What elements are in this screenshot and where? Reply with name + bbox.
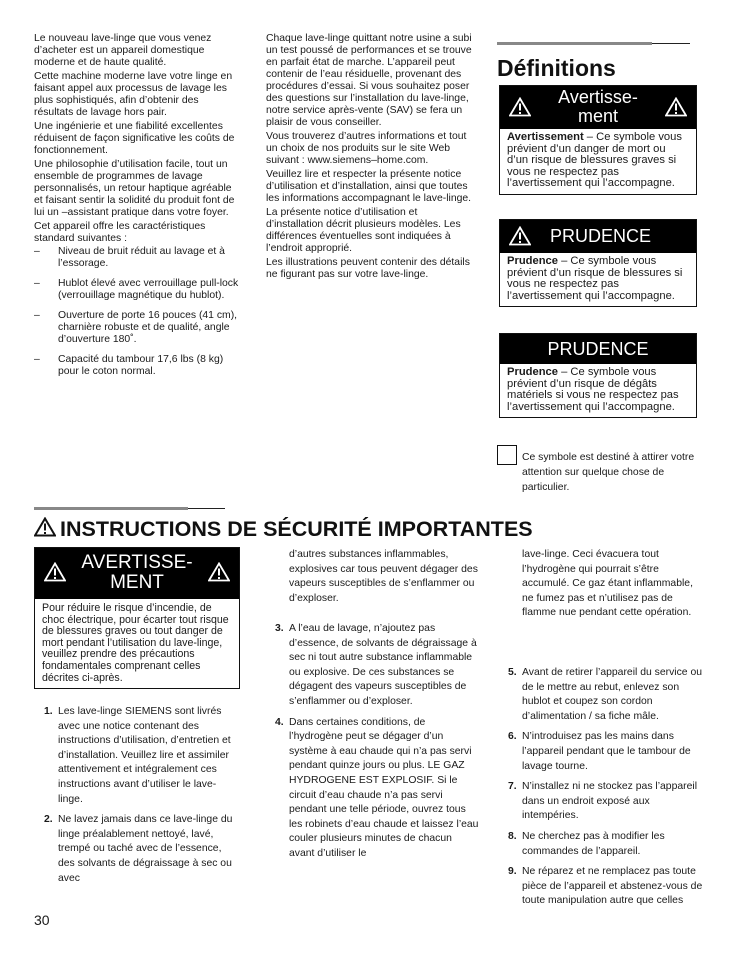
warning-box-header: [35, 548, 239, 599]
intro-paragraph: Vous trouverez d’autres informations et tout un choix de nos produits sur le site Web suivant : www.siemens–home.com.: [266, 131, 467, 166]
intro-paragraph: La présente notice d’utilisation et d’installation décrit plusieurs modèles. Les différences éventuelles sont indiquées à l’endroit approprié.: [266, 207, 461, 254]
warning-box-header-text: AVERTISSE- MENT: [81, 552, 193, 593]
section-rule-thick: [497, 42, 652, 45]
intro-paragraph: Cet appareil offre les caractéristiques standard suivantes :: [34, 221, 206, 244]
safety-item: 7. N’installez ni ne stockez pas l’appareil dans un endroit exposé aux intempéries.: [508, 781, 697, 822]
feature-list: [34, 246, 240, 378]
safety-item: 2. Ne lavez jamais dans ce lave-linge du linge préalablement nettoyé, lavé, trempé ou taché avec de l’essence, des solvants de dégraissage à sec ou avec: [44, 814, 233, 884]
warning-box-header: [500, 86, 696, 129]
warning-triangle-icon: [665, 97, 687, 117]
feature-item: – Ouverture de porte 16 pouces (41 cm), charnière robuste et de qualité, angle d’ouverture 180˚.: [34, 310, 240, 346]
intro-paragraph: Le nouveau lave-linge que vous venez d’acheter est un appareil domestique moderne et de haute qualité.: [34, 33, 212, 68]
section-rule-thin: [188, 508, 225, 509]
safety-item: 4. Dans certaines conditions, de l’hydrogène peut se dégager d’un système à eau chaude qui n’a pas servi pendant quinze jours ou plus. LE GAZ HYDROGENE EST EXPLOSIF. Si le circuit d’eau chaude n’a pas servi pendant une telle période, ouvrez tous les robinets d’eau chaude et laissez l’eau couler plusieurs minutes de chacun avant d’utiliser le: [275, 716, 479, 859]
page-number: 30: [34, 912, 50, 928]
warning-term: Avertissement: [507, 131, 584, 143]
section-rule-thin: [652, 43, 690, 44]
safety-item: 1. Les lave-linge SIEMENS sont livrés avec une notice contenant des instructions d’utilisation, d’entretien et d’installation. Veuillez lire et assimiler attentivement et intégralement ces instructions avant d’utiliser le lave-linge.: [44, 706, 231, 805]
intro-paragraph: Chaque lave-linge quittant notre usine a subi un test poussé de performances et se trouve en parfait état de marche. L’appareil peut contenir de l’eau résiduelle, provenant des procédures d’essai. Si vous souhaitez poser des questions sur l’installation du lave-linge, notre service après-vente (SAV) se fera un plaisir de vous conseiller.: [266, 33, 472, 128]
caution-box-header: [500, 220, 696, 253]
safety-col2-continuation: d’autres substances inflammables, explosives car tous peuvent dégager des vapeurs susceptibles de s’enflammer ou d’exploser.: [289, 549, 478, 604]
safety-warning-box: [34, 547, 240, 689]
caution-box-header: [500, 334, 696, 364]
safety-item: 8. Ne cherchez pas à modifier les commandes de l’appareil.: [508, 830, 665, 857]
intro-column-1: [34, 33, 240, 386]
feature-item: – Niveau de bruit réduit au lavage et à l’essorage.: [34, 246, 240, 270]
safety-list-col3: [508, 666, 706, 915]
intro-column-2: [266, 33, 472, 283]
warning-triangle-icon: [34, 517, 56, 537]
safety-list-col1: [44, 705, 240, 892]
caution-property-box: [499, 333, 697, 418]
intro-paragraph: Veuillez lire et respecter la présente notice d’utilisation et d’installation, ainsi que toutes les informations accompagnant le lave-linge.: [266, 169, 472, 204]
caution-text: – Ce symbole vous prévient d’un risque de blessures si vous ne respectez pas l’avertissement qui l’accompagne.: [507, 255, 683, 302]
safety-item: 3. A l’eau de lavage, n’ajoutez pas d’essence, de solvants de dégraissage à sec ni tout autre substance inflammable ou explosive. De ces substances se dégagent des vapeurs susceptibles de s’enflammer ou d’exploser.: [275, 623, 477, 707]
intro-paragraph: Cette machine moderne lave votre linge en faisant appel aux processus de lavage les plus sophistiqués, afin d’obtenir des résultats de lavage hors pair.: [34, 71, 233, 118]
caution-text: – Ce symbole vous prévient d’un risque de dégâts matériels si vous ne respectez pas l’avertissement qui l’accompagne.: [507, 366, 679, 413]
safety-list-col2: [275, 622, 479, 868]
section-rule-thick: [34, 507, 188, 510]
safety-item: 6. N’introduisez pas les mains dans l’appareil pendant que le tambour de lavage tourne.: [508, 731, 691, 772]
feature-item: – Hublot élevé avec verrouillage pull-lock (verrouillage magnétique du hublot).: [34, 278, 240, 302]
caution-box-header-text: PRUDENCE: [547, 339, 649, 359]
warning-triangle-icon: [509, 226, 531, 246]
caution-box-header-text: PRUDENCE: [550, 226, 652, 246]
warning-box-header-text: Avertisse- ment: [558, 87, 638, 126]
intro-paragraph: Les illustrations peuvent contenir des détails ne figurant pas sur votre lave-linge.: [266, 257, 470, 280]
definitions-title: Définitions: [497, 55, 616, 81]
caution-term: Prudence: [507, 255, 558, 267]
safety-title: INSTRUCTIONS DE SÉCURITÉ IMPORTANTES: [34, 516, 533, 542]
warning-text: – Ce symbole vous prévient d’un danger de mort ou d’un risque de blessures graves si vous ne respectez pas l’avertissement qui l’accompagne.: [507, 131, 682, 189]
safety-warning-text: Pour réduire le risque d’incendie, de choc électrique, pour écarter tout risque de blessures graves ou tout danger de mort pendant l’utilisation du lave-linge, veuillez prendre des précautions fondamentales comprenant celles décrites ci-après.: [42, 602, 229, 684]
safety-item: 9. Ne réparez et ne remplacez pas toute pièce de l’appareil et abstenez-vous de toute manipulation autre que celles: [508, 866, 703, 907]
note-description: Ce symbole est destiné à attirer votre attention sur quelque chose de particulier.: [522, 452, 695, 493]
caution-box-body: [500, 364, 696, 417]
warning-definition-box: [499, 85, 697, 195]
caution-term: Prudence: [507, 366, 558, 378]
safety-item: 5. Avant de retirer l’appareil du service ou de le mettre au rebut, enlevez son hublot et coupez son cordon d’alimentation / sa fiche mâle.: [508, 667, 703, 722]
intro-paragraph: Une philosophie d’utilisation facile, tout un ensemble de programmes de lavage personnalisés, un retour haptique agréable et faisant sentir la solidité du produit font de lui un –assistant pratique dans votre foyer.: [34, 159, 235, 218]
feature-item: – Capacité du tambour 17,6 lbs (8 kg) pour le coton normal.: [34, 354, 240, 378]
caution-injury-box: [499, 219, 697, 307]
intro-paragraph: Une ingénierie et une fiabilité excellentes réduisent de façon significative les coûts de fonctionnement.: [34, 121, 235, 156]
warning-box-body: [500, 129, 696, 194]
caution-box-body: [500, 253, 696, 306]
safety-col3-continuation: lave-linge. Ceci évacuera tout l’hydrogène qui pourrait s’être accumulé. Ce gaz étant inflammable, ne fumez pas et n’utilisez pas de flamme nue pendant cette opération.: [522, 549, 693, 619]
warning-triangle-icon: [208, 562, 230, 582]
note-symbol-box: [497, 445, 517, 465]
